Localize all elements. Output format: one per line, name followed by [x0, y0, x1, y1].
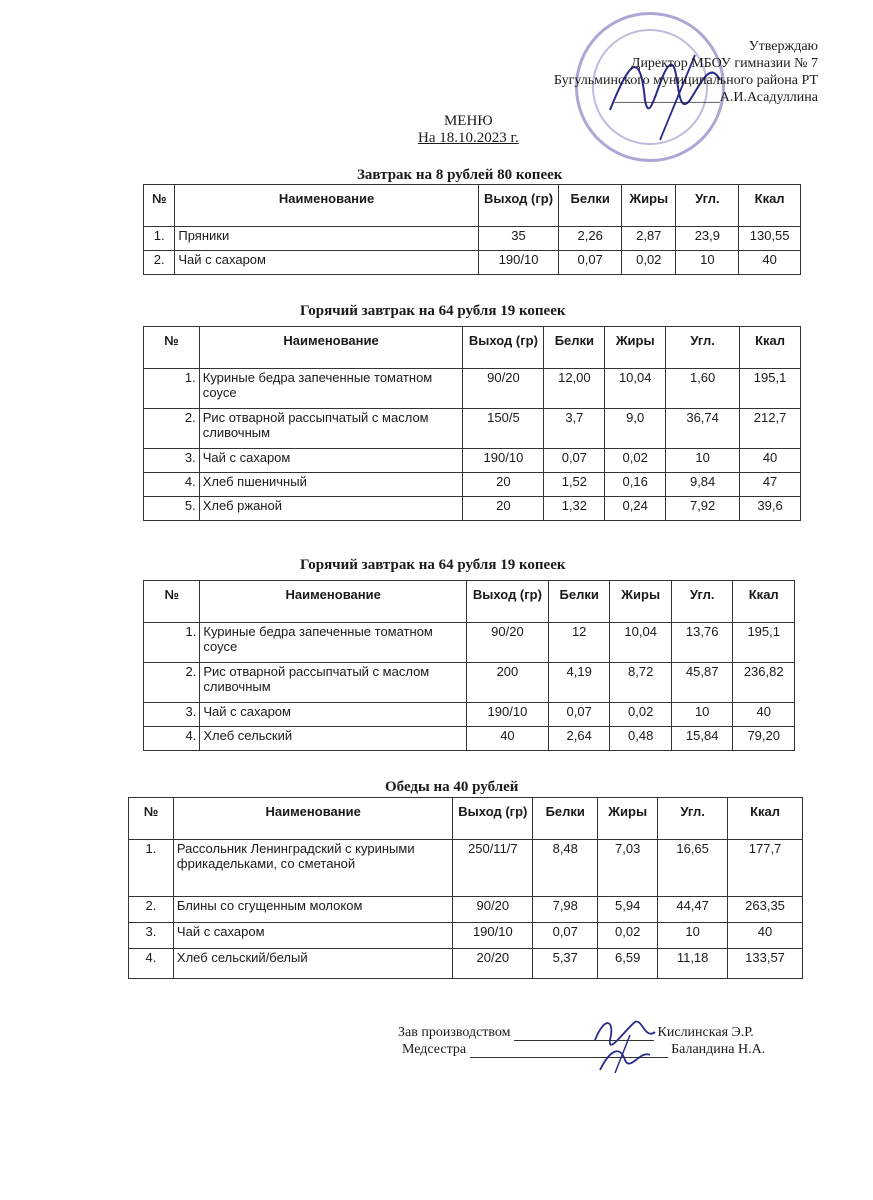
cell: 190/10 — [453, 923, 533, 949]
cell: Рис отварной рассыпчатый с маслом сливочным — [200, 663, 467, 703]
cell: 0,07 — [559, 251, 622, 275]
cell: 190/10 — [478, 251, 559, 275]
cell: 2. — [144, 663, 200, 703]
cell: 1,52 — [544, 473, 605, 497]
col-header: Белки — [548, 581, 610, 623]
cell: Хлеб сельский/белый — [173, 949, 452, 979]
col-header: Наименование — [175, 185, 478, 227]
signer-role: Зав производством — [398, 1025, 511, 1040]
cell: 45,87 — [671, 663, 733, 703]
menu-title: МЕНЮ — [443, 113, 493, 129]
cell: 10 — [666, 449, 740, 473]
table-row — [144, 623, 795, 663]
cell: 13,76 — [671, 623, 733, 663]
menu-table — [143, 184, 801, 275]
cell: 36,74 — [666, 409, 740, 449]
cell: 8,48 — [533, 840, 598, 897]
table-row — [144, 703, 795, 727]
menu-date: На 18.10.2023 г. — [418, 130, 519, 146]
cell: 0,24 — [605, 497, 666, 521]
cell: 10 — [671, 703, 733, 727]
col-header: Наименование — [199, 327, 463, 369]
col-header: Жиры — [598, 798, 658, 840]
table-row — [144, 727, 795, 751]
cell: 3. — [129, 923, 174, 949]
cell: 90/20 — [453, 897, 533, 923]
cell: 195,1 — [740, 369, 801, 409]
cell: 190/10 — [466, 703, 548, 727]
table-row — [144, 663, 795, 703]
cell: 12 — [548, 623, 610, 663]
approval-line-1: Утверждаю — [748, 39, 818, 54]
cell: 250/11/7 — [453, 840, 533, 897]
cell: 5,37 — [533, 949, 598, 979]
cell: 12,00 — [544, 369, 605, 409]
cell: 5. — [144, 497, 200, 521]
table-row — [144, 449, 801, 473]
cell: 177,7 — [728, 840, 803, 897]
col-header: № — [144, 327, 200, 369]
production-signature — [580, 1010, 670, 1075]
cell: 1. — [144, 227, 175, 251]
col-header: Жиры — [610, 581, 672, 623]
cell: Куриные бедра запеченные томатном соусе — [200, 623, 467, 663]
cell: 39,6 — [740, 497, 801, 521]
cell: 0,07 — [533, 923, 598, 949]
cell: 15,84 — [671, 727, 733, 751]
table-row — [129, 897, 803, 923]
cell: 0,02 — [622, 251, 676, 275]
cell: 263,35 — [728, 897, 803, 923]
cell: 2,26 — [559, 227, 622, 251]
cell: 2. — [129, 897, 174, 923]
menu-table — [128, 797, 803, 979]
cell: Чай с сахаром — [200, 703, 467, 727]
cell: 0,16 — [605, 473, 666, 497]
cell: Куриные бедра запеченные томатном соусе — [199, 369, 463, 409]
col-header: Ккал — [739, 185, 801, 227]
cell: 16,65 — [658, 840, 728, 897]
cell: 1,60 — [666, 369, 740, 409]
cell: 40 — [733, 703, 795, 727]
col-header: Жиры — [622, 185, 676, 227]
col-header: Белки — [533, 798, 598, 840]
cell: 1. — [144, 369, 200, 409]
cell: 1,32 — [544, 497, 605, 521]
cell: 7,92 — [666, 497, 740, 521]
col-header: № — [144, 581, 200, 623]
col-header: Белки — [544, 327, 605, 369]
cell: 133,57 — [728, 949, 803, 979]
cell: 6,59 — [598, 949, 658, 979]
cell: 10 — [676, 251, 739, 275]
cell: 10,04 — [610, 623, 672, 663]
cell: 7,98 — [533, 897, 598, 923]
col-header: Угл. — [666, 327, 740, 369]
cell: 20 — [463, 497, 544, 521]
cell: Блины со сгущенным молоком — [173, 897, 452, 923]
cell: 8,72 — [610, 663, 672, 703]
cell: Чай с сахаром — [173, 923, 452, 949]
cell: 23,9 — [676, 227, 739, 251]
col-header: Выход (гр) — [466, 581, 548, 623]
col-header: Угл. — [658, 798, 728, 840]
col-header: Угл. — [671, 581, 733, 623]
cell: 236,82 — [733, 663, 795, 703]
section-title: Горячий завтрак на 64 рубля 19 копеек — [300, 557, 566, 573]
cell: 40 — [728, 923, 803, 949]
cell: 40 — [740, 449, 801, 473]
signer-name: Кислинская Э.Р. — [657, 1025, 754, 1040]
table-row — [144, 227, 801, 251]
cell: 35 — [478, 227, 559, 251]
col-header: Ккал — [728, 798, 803, 840]
cell: 20 — [463, 473, 544, 497]
table-row — [129, 840, 803, 897]
col-header: Наименование — [173, 798, 452, 840]
cell: 2,64 — [548, 727, 610, 751]
cell: 40 — [739, 251, 801, 275]
menu-table — [143, 580, 795, 751]
cell: Хлеб сельский — [200, 727, 467, 751]
table-row — [129, 949, 803, 979]
cell: 40 — [466, 727, 548, 751]
cell: 20/20 — [453, 949, 533, 979]
cell: 0,02 — [605, 449, 666, 473]
section-title: Горячий завтрак на 64 рубля 19 копеек — [300, 303, 566, 319]
cell: Хлеб пшеничный — [199, 473, 463, 497]
cell: 5,94 — [598, 897, 658, 923]
approval-line-3: Бугульминского муниципального района РТ — [553, 73, 818, 88]
table-row — [129, 923, 803, 949]
cell: 2. — [144, 251, 175, 275]
cell: 3,7 — [544, 409, 605, 449]
cell: 1. — [129, 840, 174, 897]
menu-header — [418, 113, 519, 147]
cell: 2. — [144, 409, 200, 449]
col-header: Ккал — [740, 327, 801, 369]
cell: 79,20 — [733, 727, 795, 751]
cell: Рис отварной рассыпчатый с маслом сливочным — [199, 409, 463, 449]
cell: Хлеб ржаной — [199, 497, 463, 521]
col-header: Ккал — [733, 581, 795, 623]
cell: 130,55 — [739, 227, 801, 251]
cell: 0,07 — [548, 703, 610, 727]
cell: 2,87 — [622, 227, 676, 251]
table-row — [144, 369, 801, 409]
approval-block — [554, 38, 818, 106]
cell: 0,02 — [610, 703, 672, 727]
section-title: Обеды на 40 рублей — [385, 779, 519, 795]
cell: 200 — [466, 663, 548, 703]
cell: 0,07 — [544, 449, 605, 473]
cell: 150/5 — [463, 409, 544, 449]
col-header: № — [144, 185, 175, 227]
cell: 4. — [144, 473, 200, 497]
cell: 3. — [144, 703, 200, 727]
cell: 9,0 — [605, 409, 666, 449]
cell: 0,02 — [598, 923, 658, 949]
table-row — [144, 251, 801, 275]
cell: 4. — [144, 727, 200, 751]
cell: 7,03 — [598, 840, 658, 897]
cell: Чай с сахаром — [199, 449, 463, 473]
table-row — [144, 473, 801, 497]
menu-table — [143, 326, 801, 521]
signer-name: Баландина Н.А. — [671, 1042, 766, 1057]
table-row — [144, 409, 801, 449]
cell: 1. — [144, 623, 200, 663]
table-row — [144, 497, 801, 521]
cell: 0,48 — [610, 727, 672, 751]
col-header: Наименование — [200, 581, 467, 623]
cell: 9,84 — [666, 473, 740, 497]
col-header: Выход (гр) — [478, 185, 559, 227]
cell: 10 — [658, 923, 728, 949]
cell: 90/20 — [466, 623, 548, 663]
cell: 44,47 — [658, 897, 728, 923]
cell: 190/10 — [463, 449, 544, 473]
col-header: Угл. — [676, 185, 739, 227]
approval-line-2: Директор МБОУ гимназии № 7 — [630, 56, 818, 71]
cell: 4. — [129, 949, 174, 979]
cell: 212,7 — [740, 409, 801, 449]
col-header: № — [129, 798, 174, 840]
cell: 11,18 — [658, 949, 728, 979]
cell: Чай с сахаром — [175, 251, 478, 275]
col-header: Белки — [559, 185, 622, 227]
signer-role: Медсестра — [402, 1042, 467, 1057]
cell: Пряники — [175, 227, 478, 251]
cell: Рассольник Ленинградский с куриными фрикадельками, со сметаной — [173, 840, 452, 897]
cell: 47 — [740, 473, 801, 497]
cell: 90/20 — [463, 369, 544, 409]
cell: 3. — [144, 449, 200, 473]
cell: 195,1 — [733, 623, 795, 663]
cell: 4,19 — [548, 663, 610, 703]
col-header: Выход (гр) — [453, 798, 533, 840]
approval-line-4: _______________А.И.Асадуллина — [614, 90, 818, 105]
col-header: Выход (гр) — [463, 327, 544, 369]
col-header: Жиры — [605, 327, 666, 369]
section-title: Завтрак на 8 рублей 80 копеек — [357, 167, 563, 183]
cell: 10,04 — [605, 369, 666, 409]
